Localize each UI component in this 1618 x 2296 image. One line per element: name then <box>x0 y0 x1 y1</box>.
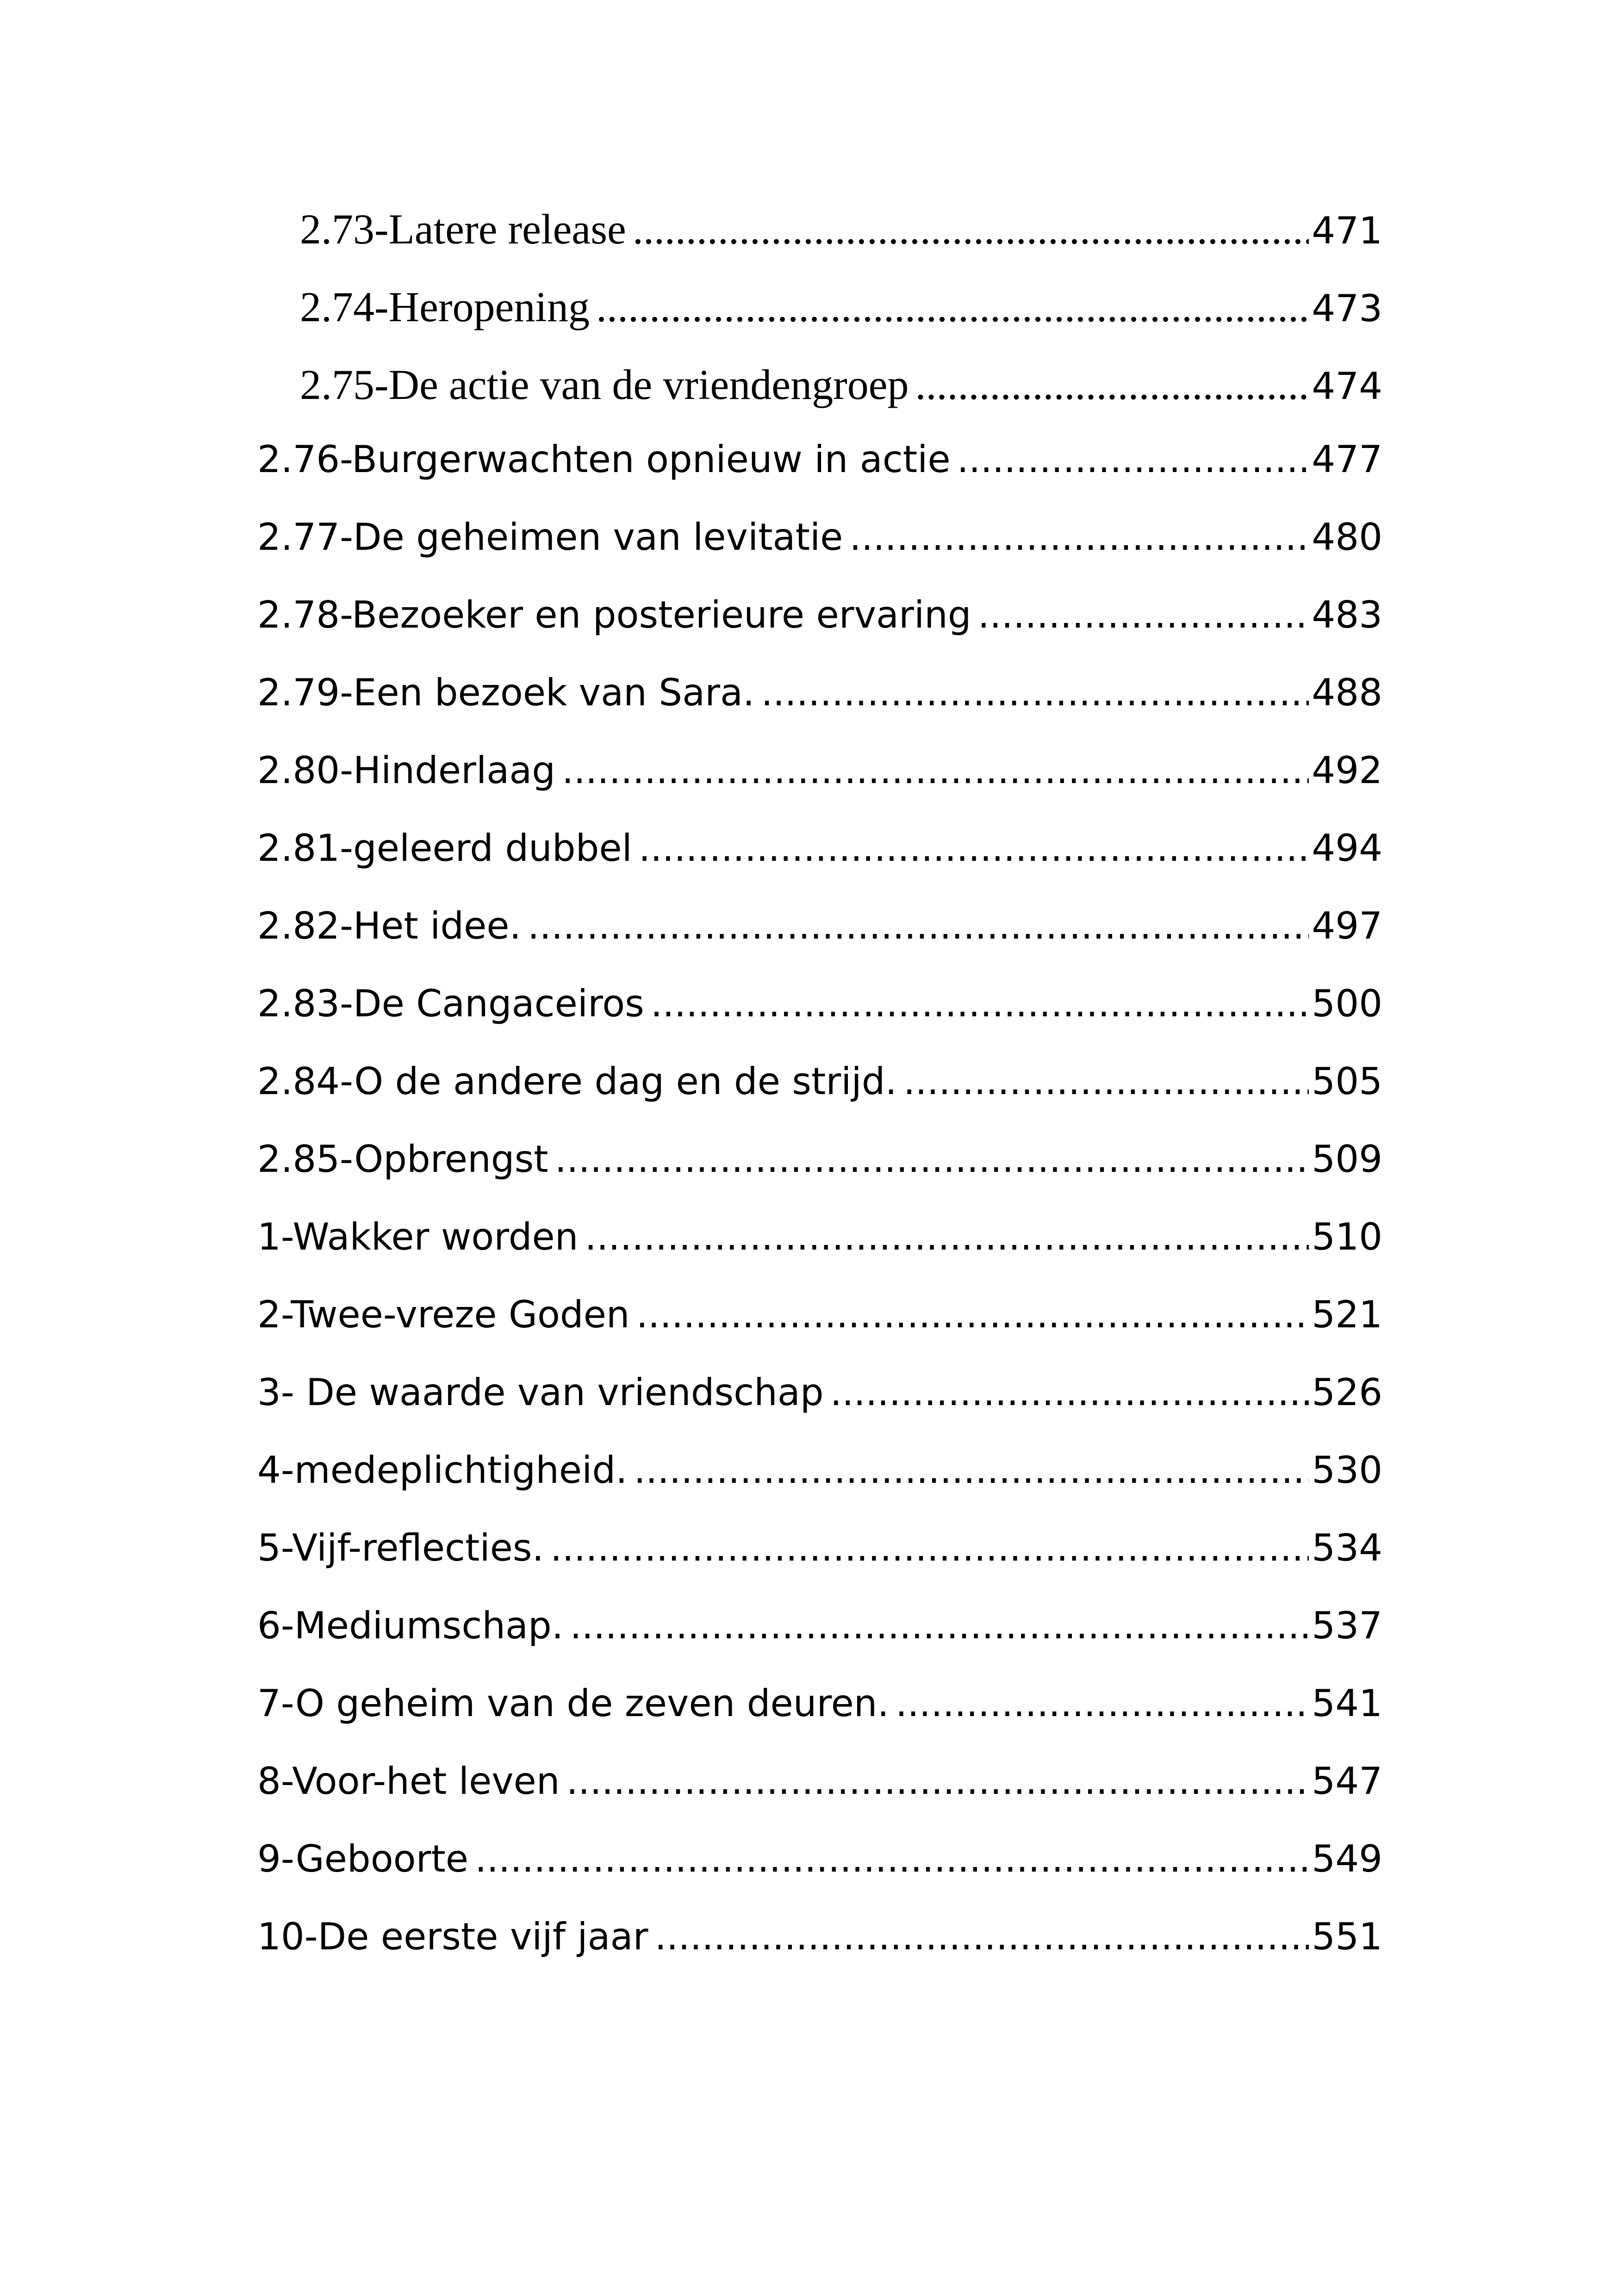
toc-entry[interactable] <box>257 1215 1382 1285</box>
toc-entry-title: 4-medeplichtigheid. <box>257 1449 628 1492</box>
toc-page-number: 526 <box>1312 1371 1382 1414</box>
toc-dot-leader <box>651 982 1309 1025</box>
toc-dot-leader <box>761 671 1309 714</box>
toc-page-number: 541 <box>1312 1682 1382 1725</box>
toc-entry-title: 1-Wakker worden <box>257 1215 579 1258</box>
toc-page-number: 473 <box>1312 287 1382 330</box>
toc-dot-leader <box>528 904 1309 947</box>
toc-entry[interactable] <box>257 593 1382 663</box>
toc-page-number: 510 <box>1312 1215 1382 1258</box>
toc-entry-title: 2.84-O de andere dag en de strijd. <box>257 1060 897 1103</box>
toc-entry[interactable] <box>257 827 1382 896</box>
toc-entry[interactable] <box>300 360 1382 429</box>
toc-page-number: 521 <box>1312 1293 1382 1336</box>
toc-entry-title: 2.75-De actie van de vriendengroep <box>300 361 909 408</box>
toc-page-number: 474 <box>1312 365 1382 408</box>
toc-entry-title: 7-O geheim van de zeven deuren. <box>257 1682 889 1725</box>
toc-entry-title: 2.85-Opbrengst <box>257 1138 548 1181</box>
toc-page-number: 480 <box>1312 516 1382 559</box>
toc-entry-title: 2.73-Latere release <box>300 205 626 253</box>
toc-entry[interactable] <box>257 1138 1382 1207</box>
toc-dot-leader <box>849 516 1309 559</box>
toc-dot-leader <box>633 205 1309 254</box>
toc-page-number: 509 <box>1312 1138 1382 1181</box>
toc-page-number: 530 <box>1312 1449 1382 1492</box>
toc-entry[interactable] <box>257 438 1382 507</box>
toc-entry[interactable] <box>257 1915 1382 1985</box>
toc-page-number: 537 <box>1312 1604 1382 1647</box>
toc-entry-title: 2.77-De geheimen van levitatie <box>257 516 843 559</box>
toc-entry-title: 2.82-Het idee. <box>257 904 522 947</box>
toc-entry-title: 5-Vijf-reflecties. <box>257 1526 544 1569</box>
toc-dot-leader <box>636 1293 1309 1336</box>
toc-page-number: 549 <box>1312 1837 1382 1880</box>
toc-entry-title: 2-Twee-vreze Goden <box>257 1293 630 1336</box>
toc-entry[interactable] <box>257 1604 1382 1674</box>
toc-entry-title: 2.74-Heropening <box>300 283 590 330</box>
toc-entry-title: 2.76-Burgerwachten opnieuw in actie <box>257 438 951 481</box>
toc-entry[interactable] <box>257 1526 1382 1596</box>
toc-page-number: 547 <box>1312 1760 1382 1803</box>
toc-entry[interactable] <box>257 516 1382 585</box>
toc-entry[interactable] <box>300 205 1382 274</box>
toc-entry[interactable] <box>257 982 1382 1052</box>
toc-entry[interactable] <box>257 1371 1382 1440</box>
toc-entry[interactable] <box>300 282 1382 352</box>
toc-page-number: 483 <box>1312 593 1382 636</box>
toc-page-number: 505 <box>1312 1060 1382 1103</box>
toc-dot-leader <box>570 1604 1309 1647</box>
toc-dot-leader <box>978 593 1309 636</box>
toc-entry[interactable] <box>257 671 1382 740</box>
toc-dot-leader <box>634 1449 1309 1492</box>
toc-dot-leader <box>957 438 1309 481</box>
toc-dot-leader <box>585 1215 1309 1258</box>
toc-dot-leader <box>896 1682 1309 1725</box>
toc-entry[interactable] <box>257 1837 1382 1907</box>
toc-page-number: 500 <box>1312 982 1382 1025</box>
toc-entry[interactable] <box>257 1682 1382 1751</box>
toc-entry-title: 2.78-Bezoeker en posterieure ervaring <box>257 593 971 636</box>
toc-entry-title: 2.80-Hinderlaag <box>257 749 556 792</box>
toc-entry[interactable] <box>257 749 1382 818</box>
toc-dot-leader <box>903 1060 1309 1103</box>
toc-entry-title: 2.81-geleerd dubbel <box>257 827 632 870</box>
toc-entry-title: 3- De waarde van vriendschap <box>257 1371 824 1414</box>
toc-dot-leader <box>566 1760 1309 1803</box>
toc-page-number: 488 <box>1312 671 1382 714</box>
toc-dot-leader <box>639 827 1309 870</box>
toc-page-number: 494 <box>1312 827 1382 870</box>
toc-entry[interactable] <box>257 1293 1382 1363</box>
toc-page-number: 477 <box>1312 438 1382 481</box>
toc-page-number: 497 <box>1312 904 1382 947</box>
toc-page-number: 534 <box>1312 1526 1382 1569</box>
toc-dot-leader <box>555 1138 1309 1181</box>
toc-dot-leader <box>915 360 1309 409</box>
toc-dot-leader <box>830 1371 1309 1414</box>
toc-entry[interactable] <box>257 1449 1382 1518</box>
toc-entry-title: 8-Voor-het leven <box>257 1760 560 1803</box>
toc-entry-title: 6-Mediumschap. <box>257 1604 564 1647</box>
toc-entry-title: 9-Geboorte <box>257 1837 469 1880</box>
toc-dot-leader <box>475 1837 1309 1880</box>
toc-dot-leader <box>655 1915 1309 1958</box>
toc-dot-leader <box>550 1526 1309 1569</box>
toc-entry-title: 2.83-De Cangaceiros <box>257 982 644 1025</box>
toc-entry-title: 10-De eerste vijf jaar <box>257 1915 648 1958</box>
toc-dot-leader <box>596 282 1309 331</box>
toc-dot-leader <box>562 749 1309 792</box>
toc-entry[interactable] <box>257 1060 1382 1129</box>
toc-entry[interactable] <box>257 904 1382 974</box>
toc-page-number: 492 <box>1312 749 1382 792</box>
toc-page-number: 471 <box>1312 209 1382 252</box>
toc-page-number: 551 <box>1312 1915 1382 1958</box>
toc-entry-title: 2.79-Een bezoek van Sara. <box>257 671 755 714</box>
toc-entry[interactable] <box>257 1760 1382 1829</box>
